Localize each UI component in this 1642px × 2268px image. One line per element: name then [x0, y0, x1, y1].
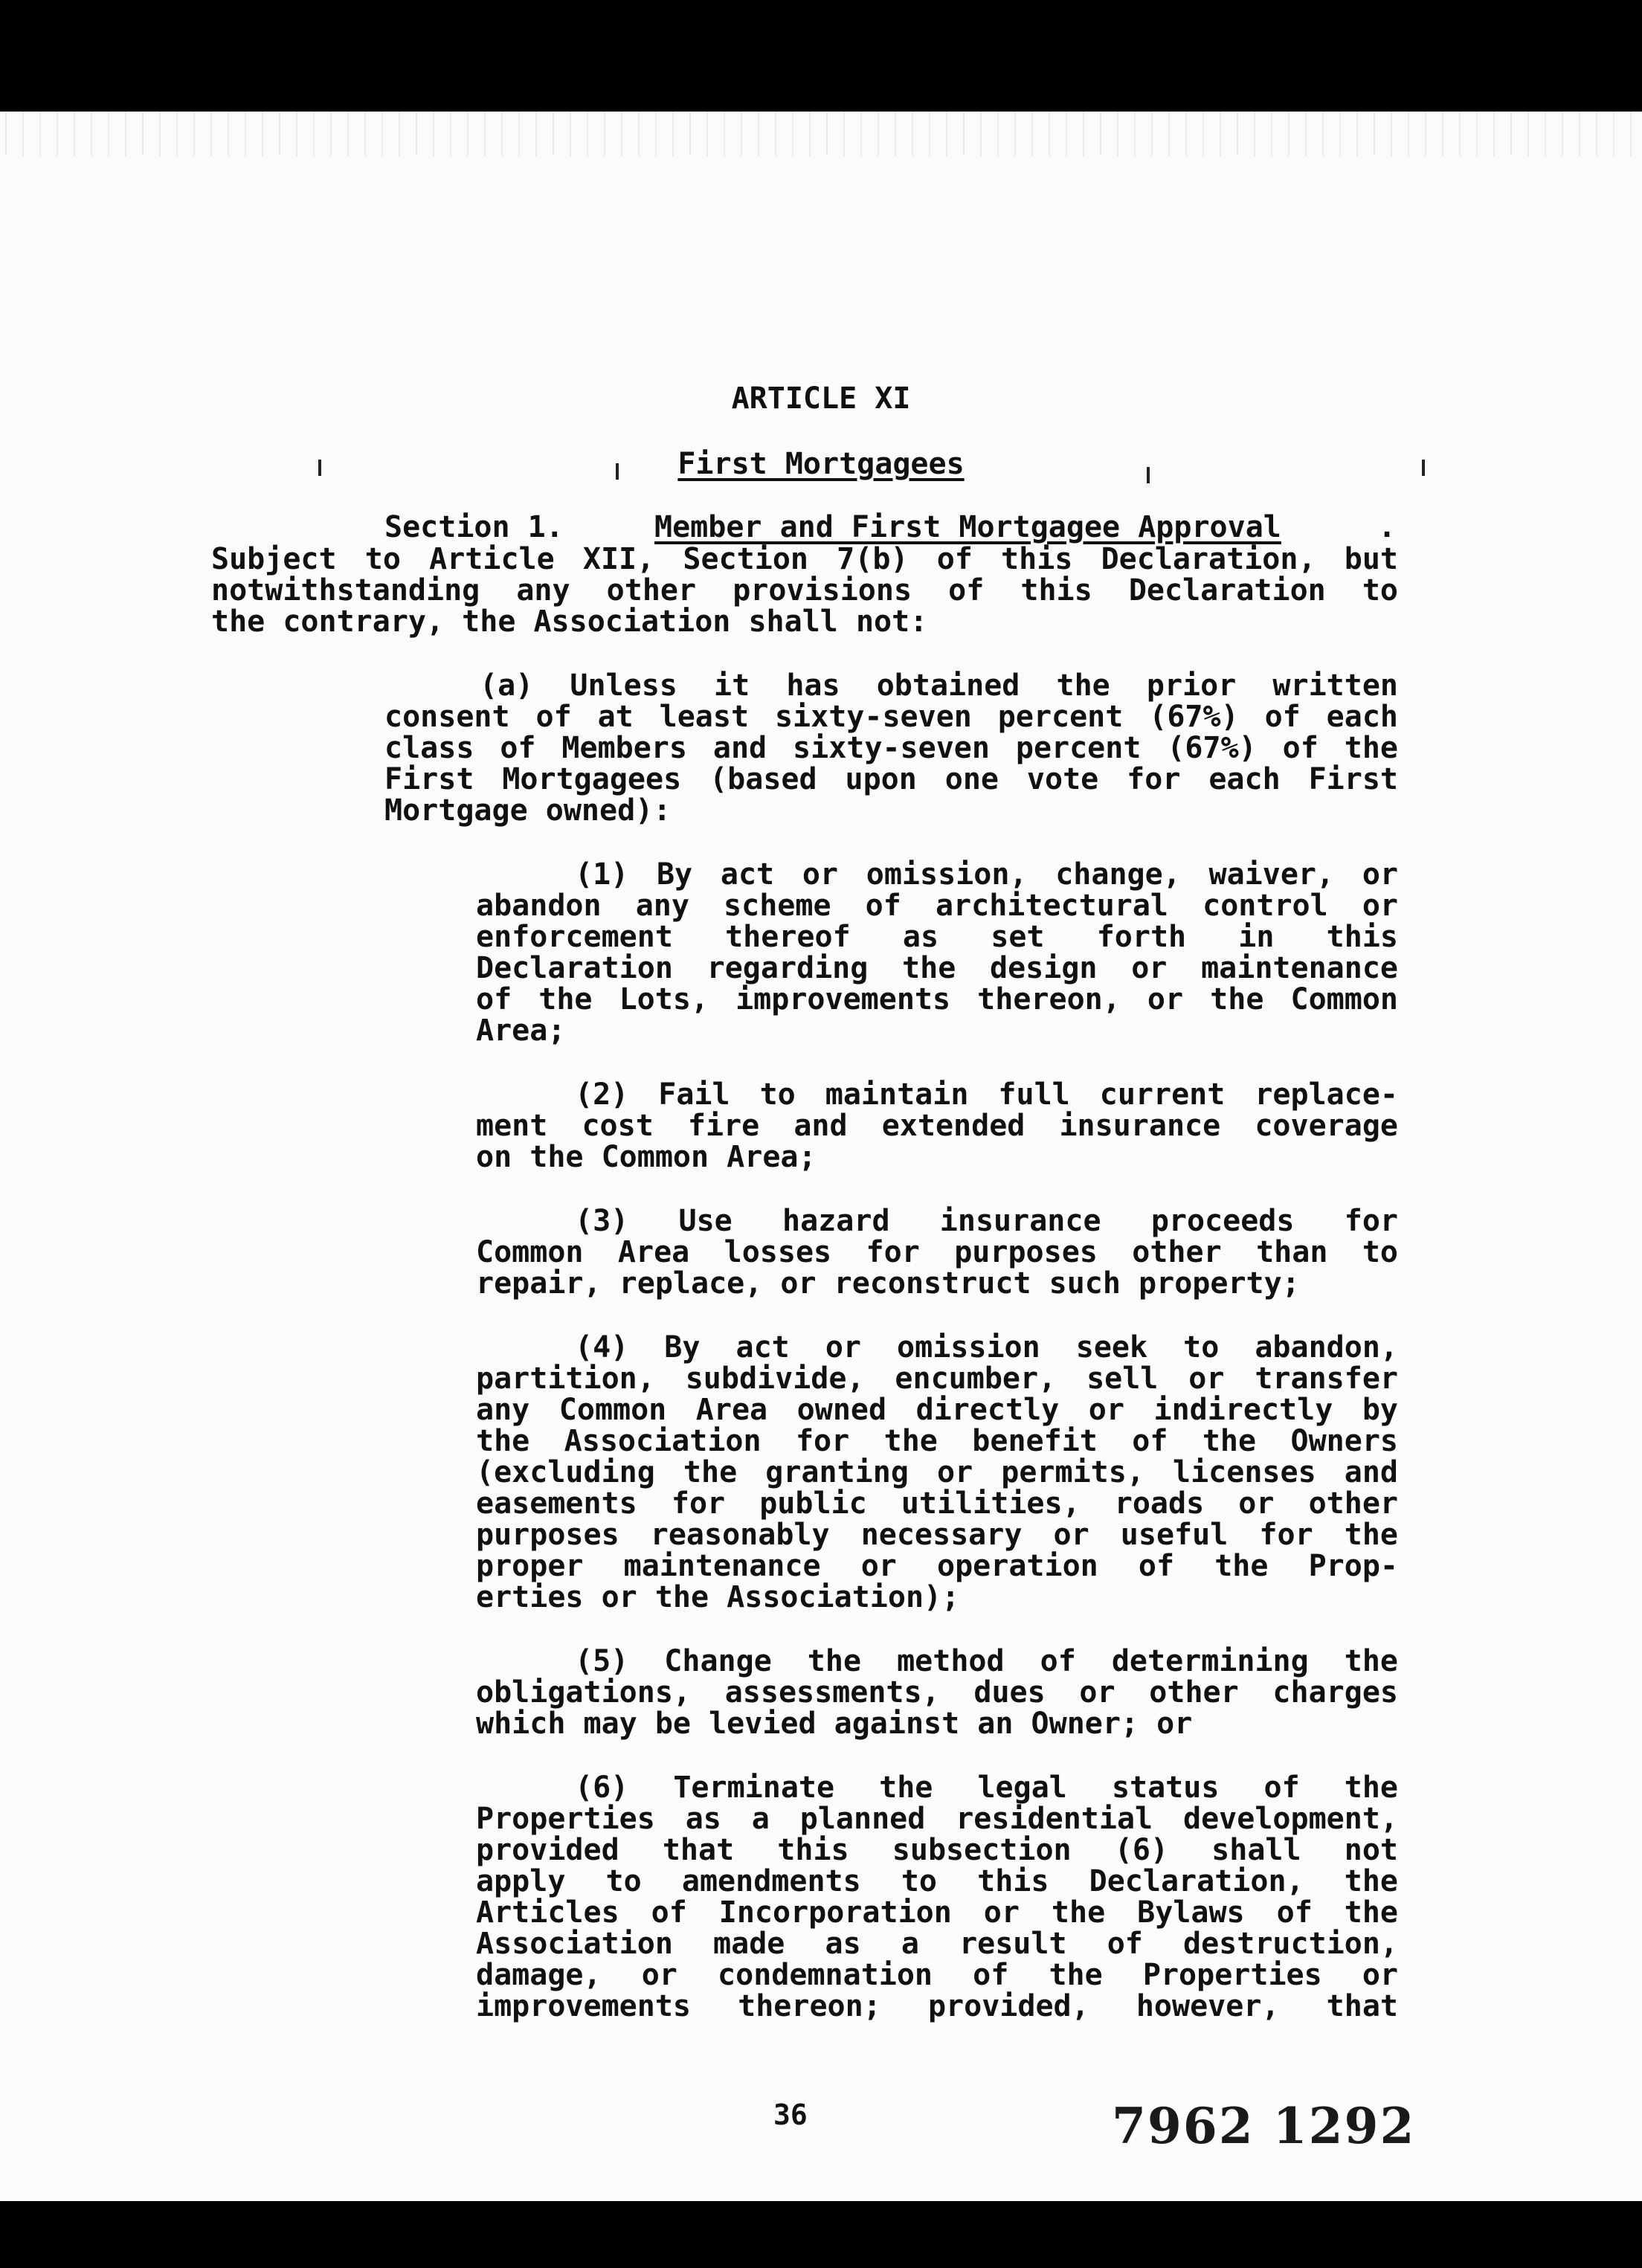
item-line: (3) Use hazard insurance proceeds for	[575, 1204, 1398, 1238]
item-line: erties or the Association);	[476, 1580, 960, 1614]
item-line: Common Area losses for purposes other than to	[476, 1235, 1398, 1269]
item-line: Association made as a result of destruction,	[476, 1927, 1398, 1961]
item-line: Area;	[476, 1014, 566, 1048]
section-intro-line: notwithstanding any other provisions of this Declaration to	[211, 573, 1398, 608]
item-line: proper maintenance or operation of the Prop-	[476, 1549, 1398, 1583]
item-line: damage, or condemnation of the Properties or	[476, 1958, 1398, 1992]
clause-a-line: Mortgage owned):	[384, 793, 672, 828]
item-line: easements for public utilities, roads or other	[476, 1486, 1398, 1521]
item-line: partition, subdivide, encumber, sell or transfer	[476, 1362, 1398, 1396]
item-line: apply to amendments to this Declaration, the	[476, 1864, 1398, 1898]
item-line: (1) By act or omission, change, waiver, or	[575, 857, 1398, 892]
clause-a-line: (a) Unless it has obtained the prior written	[480, 669, 1398, 703]
item-line: (5) Change the method of determining the	[575, 1644, 1398, 1678]
scan-top-border	[0, 0, 1642, 112]
item-line: (2) Fail to maintain full current replace-	[575, 1077, 1398, 1112]
item-line: on the Common Area;	[476, 1140, 817, 1174]
item-line: Declaration regarding the design or maintenance	[476, 951, 1398, 985]
section-intro-line: the contrary, the Association shall not:	[211, 605, 928, 639]
item-line: improvements thereon; provided, however, that	[476, 1989, 1398, 2023]
section-label: Section 1.	[384, 510, 564, 544]
article-title: ARTICLE XI	[731, 381, 911, 416]
item-line: provided that this subsection (6) shall not	[476, 1833, 1398, 1867]
item-line: (6) Terminate the legal status of the	[575, 1771, 1398, 1805]
section-heading: Member and First Mortgagee Approval	[654, 510, 1281, 544]
document-code: 7962 1292	[1112, 2097, 1416, 2155]
article-subtitle: First Mortgagees	[677, 447, 965, 481]
item-line: which may be levied against an Owner; or	[476, 1707, 1193, 1741]
item-line: ment cost fire and extended insurance coverage	[476, 1109, 1398, 1143]
clause-a-line: consent of at least sixty-seven percent (67%) of each	[384, 700, 1398, 734]
item-line: the Association for the benefit of the Owners	[476, 1424, 1398, 1458]
scan-noise	[0, 112, 1642, 156]
item-line: obligations, assessments, dues or other charges	[476, 1675, 1398, 1710]
item-line: repair, replace, or reconstruct such property;	[476, 1266, 1300, 1301]
item-line: any Common Area owned directly or indirectly by	[476, 1393, 1398, 1427]
page-number: 36	[773, 2098, 808, 2131]
item-line: Articles of Incorporation or the Bylaws of the	[476, 1895, 1398, 1930]
clause-a-line: class of Members and sixty-seven percent (67%) of the	[384, 731, 1398, 765]
item-line: purposes reasonably necessary or useful for the	[476, 1518, 1398, 1552]
item-line: of the Lots, improvements thereon, or the Common	[476, 982, 1398, 1017]
item-line: (4) By act or omission seek to abandon,	[575, 1330, 1398, 1365]
section-intro-line: Subject to Article XII, Section 7(b) of this Declaration, but	[211, 542, 1398, 576]
item-line: abandon any scheme of architectural control or	[476, 889, 1398, 923]
clause-a-line: First Mortgagees (based upon one vote for each First	[384, 762, 1398, 796]
item-line: enforcement thereof as set forth in this	[476, 920, 1398, 954]
scan-bottom-border	[0, 2201, 1642, 2268]
item-line: Properties as a planned residential development,	[476, 1802, 1398, 1836]
item-line: (excluding the granting or permits, licenses and	[476, 1455, 1398, 1489]
section-heading-period: .	[1378, 510, 1397, 544]
